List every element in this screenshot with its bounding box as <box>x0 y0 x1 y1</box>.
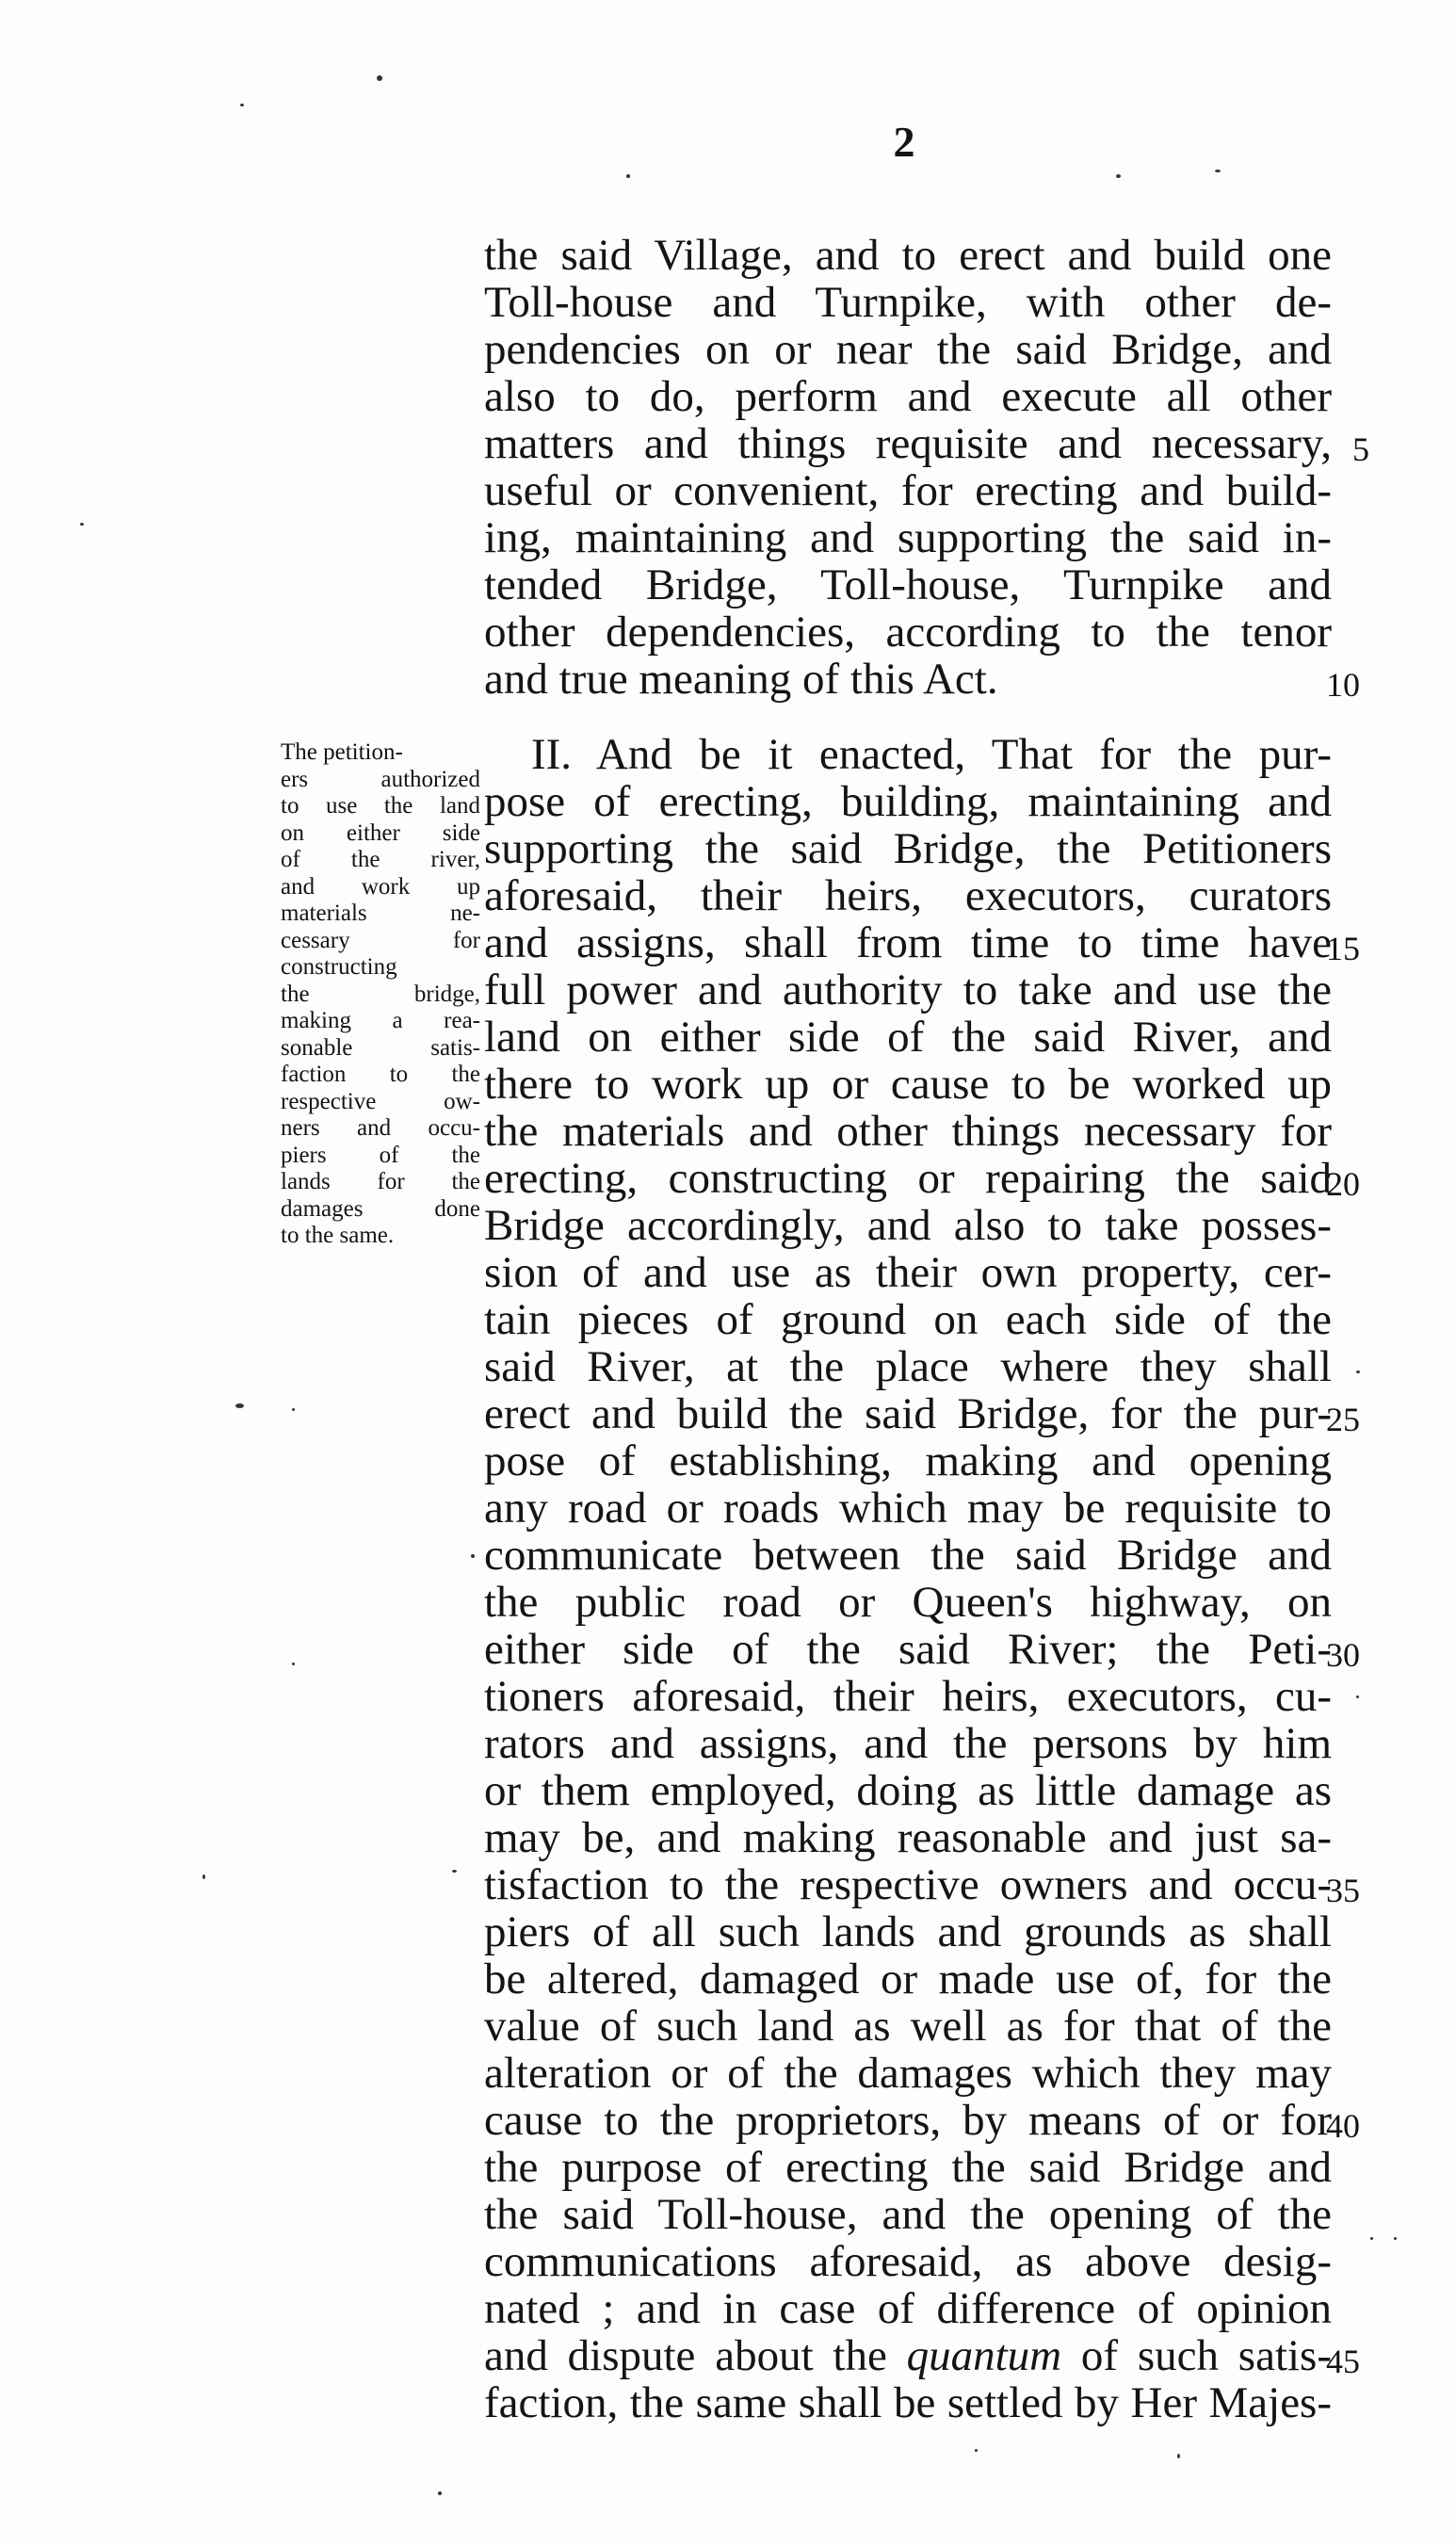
margin-note-line: making a rea- <box>281 1008 480 1033</box>
text-line: the public road or Queen's highway, on <box>484 1578 1332 1627</box>
margin-note-line: of the river, <box>281 847 480 872</box>
margin-note-line: materials ne- <box>281 900 480 926</box>
scan-speck <box>1116 174 1121 178</box>
text-line: the said Toll-house, and the opening of the <box>484 2190 1332 2239</box>
scan-speck <box>452 1870 457 1873</box>
scan-speck <box>240 104 244 106</box>
text-line: nated ; and in case of difference of opinion <box>484 2284 1332 2333</box>
text-line: Bridge accordingly, and also to take posses- <box>484 1201 1332 1250</box>
margin-note-line: ers authorized <box>281 766 480 792</box>
text-line: alteration or of the damages which they may <box>484 2049 1332 2098</box>
text-line: be altered, damaged or made use of, for the <box>484 1955 1332 2004</box>
scan-speck <box>292 1663 295 1665</box>
text-line: value of such land as well as for that of the <box>484 2002 1332 2051</box>
margin-note-line: constructing <box>281 954 397 980</box>
scan-speck <box>1215 170 1221 172</box>
text-line: said River, at the place where they shall <box>484 1342 1332 1391</box>
margin-note-line: cessary for <box>281 927 480 953</box>
line-number: 40 <box>1326 2107 1360 2145</box>
text-line: faction, the same shall be settled by Her Majes- <box>484 2378 1332 2427</box>
page-number: 2 <box>893 118 915 166</box>
text-line: and true meaning of this Act. <box>484 655 998 704</box>
scan-speck <box>377 75 382 81</box>
margin-note-line: damages done <box>281 1195 480 1222</box>
margin-note-line: sonable satis- <box>281 1034 480 1061</box>
line-number: 5 <box>1352 430 1369 468</box>
margin-note-line: faction to the <box>281 1062 480 1087</box>
line-number: 20 <box>1326 1165 1360 1203</box>
text-line: tain pieces of ground on each side of the <box>484 1295 1332 1344</box>
text-line: erect and build the said Bridge, for the pur- <box>484 1389 1332 1438</box>
text-line: sion of and use as their own property, cer- <box>484 1248 1332 1297</box>
margin-note-line: and work up <box>281 873 480 900</box>
line-number: 35 <box>1326 1872 1360 1909</box>
scan-speck <box>438 2491 442 2495</box>
scan-speck <box>1356 1695 1359 1698</box>
line-number: 45 <box>1326 2343 1360 2380</box>
line-number: 25 <box>1326 1401 1360 1438</box>
text-line: piers of all such lands and grounds as shall <box>484 1907 1332 1956</box>
scan-speck <box>202 1874 205 1879</box>
text-line: tended Bridge, Toll-house, Turnpike and <box>484 560 1332 609</box>
text-line: tioners aforesaid, their heirs, executors, cu- <box>484 1672 1332 1721</box>
text-line: useful or convenient, for erecting and build- <box>484 466 1332 515</box>
scan-speck <box>1370 2237 1373 2240</box>
text-line: pendencies on or near the said Bridge, and <box>484 325 1332 374</box>
text-line <box>484 2331 1332 2380</box>
text-line: cause to the proprietors, by means of or for <box>484 2096 1332 2145</box>
margin-note-line: ners and occu- <box>281 1115 480 1141</box>
scan-speck <box>1394 2237 1397 2240</box>
text-line: full power and authority to take and use the <box>484 965 1332 1014</box>
margin-note-line: to the same. <box>281 1223 395 1248</box>
margin-note-line: The petition- <box>281 739 403 765</box>
text-line: the purpose of erecting the said Bridge and <box>484 2143 1332 2192</box>
text-line: Toll-house and Turnpike, with other de- <box>484 278 1332 327</box>
text-line: either side of the said River; the Peti- <box>484 1625 1332 1674</box>
line-number: 10 <box>1326 666 1360 704</box>
text-line: II. And be it enacted, That for the pur- <box>531 730 1332 779</box>
margin-note-line: on either side <box>281 819 480 846</box>
text-line: communicate between the said Bridge and <box>484 1531 1332 1580</box>
text-line: aforesaid, their heirs, executors, curators <box>484 871 1332 920</box>
text-line: other dependencies, according to the tenor <box>484 608 1332 657</box>
scan-speck <box>1177 2454 1180 2458</box>
scan-speck <box>471 1554 475 1558</box>
scan-speck <box>80 523 84 526</box>
text-line: tisfaction to the respective owners and occu- <box>484 1860 1332 1909</box>
line-number: 30 <box>1326 1636 1360 1674</box>
text-line: ing, maintaining and supporting the said in- <box>484 513 1332 562</box>
text-line: also to do, perform and execute all other <box>484 372 1332 421</box>
text-line: erecting, constructing or repairing the said <box>484 1154 1332 1203</box>
text-line: pose of establishing, making and opening <box>484 1436 1332 1485</box>
text-line: the said Village, and to erect and build one <box>484 231 1332 280</box>
text-line: rators and assigns, and the persons by him <box>484 1719 1332 1768</box>
text-line: pose of erecting, building, maintaining and <box>484 777 1332 826</box>
scan-speck <box>235 1403 244 1408</box>
text-line: may be, and making reasonable and just sa- <box>484 1813 1332 1862</box>
text-segment: and dispute about the <box>484 2331 907 2380</box>
margin-note-line: lands for the <box>281 1169 480 1194</box>
text-line: the materials and other things necessary for <box>484 1107 1332 1156</box>
text-line: matters and things requisite and necessary, <box>484 419 1332 468</box>
margin-note-line: the bridge, <box>281 981 480 1007</box>
margin-note-line: respective ow- <box>281 1088 480 1114</box>
text-segment: of such satis- <box>1061 2331 1333 2380</box>
margin-note <box>281 739 480 1250</box>
text-line: land on either side of the said River, and <box>484 1013 1332 1062</box>
line-number: 15 <box>1326 930 1360 967</box>
text-line: and assigns, shall from time to time have <box>484 918 1332 967</box>
text-line: communications aforesaid, as above desig- <box>484 2237 1332 2286</box>
margin-note-line: piers of the <box>281 1142 480 1168</box>
scan-speck <box>1356 1371 1360 1373</box>
scan-speck <box>292 1408 295 1411</box>
scan-speck <box>975 2449 978 2452</box>
margin-note-line: to use the land <box>281 793 480 819</box>
italic-term: quantum <box>906 2331 1062 2380</box>
text-line: any road or roads which may be requisite to <box>484 1484 1332 1533</box>
text-line: there to work up or cause to be worked up <box>484 1060 1332 1109</box>
scan-speck <box>626 174 630 178</box>
text-line: or them employed, doing as little damage as <box>484 1766 1332 1815</box>
text-line: supporting the said Bridge, the Petitioners <box>484 824 1332 873</box>
